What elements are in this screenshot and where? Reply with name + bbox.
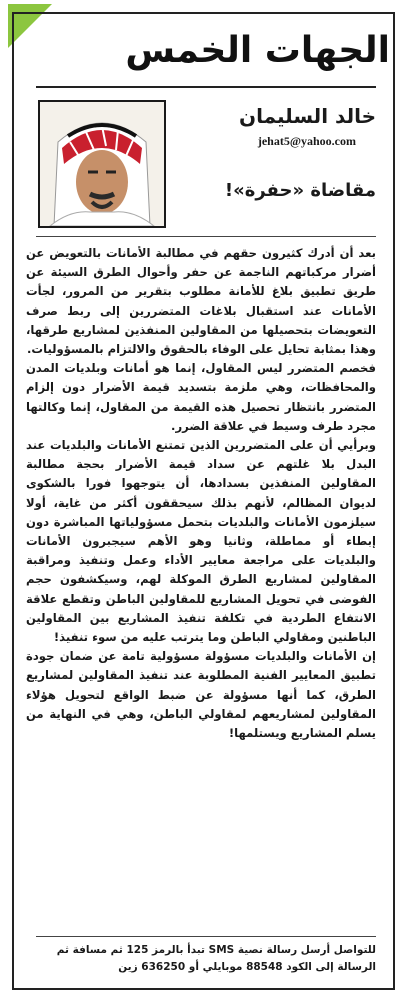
article-paragraph: إن الأمانات والبلديات مسؤولة مسؤولية تامة عن ضمان جودة تطبيق المعايير الفنية المطلوبة عند تنفيذ المقاولين لمشاريع الطرق، كما أنها مسؤولة عن ضبط الواقع لتحويل هؤلاء المقاولين لمشاريعهم لمقاولي الباطن، وهي في النهاية من يسلم المشاريع ويستلمها!: [26, 649, 376, 741]
article-body: [26, 244, 376, 743]
author-photo: [38, 100, 166, 228]
author-portrait-icon: [40, 102, 164, 226]
author-email[interactable]: jehat5@yahoo.com: [257, 134, 356, 148]
article-paragraph: بعد أن أدرك كثيرون حقهم في مطالبة الأمانات بالتعويض عن أضرار مركباتهم الناجمة عن حفر وأحوال الطرق السيئة عن طريق تطبيق بلاغ للأمانة مطلوب بتقرير من المرور، لجأت الأمانات عند استقبال بلاغات المتضررين إلى ربط صرف التعويضات بتحصيلها من المقاولين المنفذين لمشاريع طرقها، وهذا بمثابة تحايل على الوفاء بالحقوق والالتزام بالمسؤوليات.: [26, 246, 376, 357]
contact-note: للتواصل أرسل رسالة نصية SMS تبدأ بالرمز 125 ثم مسافة ثم الرسالة إلى الكود 88548 موبايلي أو 636250 زين: [56, 944, 376, 973]
author-name: خالد السليمان: [239, 104, 376, 128]
body-divider: [36, 236, 376, 237]
article-paragraph: وبرأيي أن على المتضررين الذين تمتنع الأمانات والبلديات عند البدل بلا غلتهم عن سداد قيمة الأضرار بحجة مطالبة المقاولين المنفذين بسدادها، أن يتوجهوا فورا بالشكوى لديوان المظالم، لأنهم بذلك سيحققون أكثر من غاية، أولا سيلزمون الأمانات والبلديات بتحمل مسؤولياتها المباشرة دون إبطاء أو مماطلة، وثانيا وهو الأهم سيجبرون الأمانات والبلديات على مراجعة معايير الأداء وعمل وتنفيذ ومراقبة المقاولين لمشاريع الطرق الموكلة لهم، وسيكشفون حجم الفوضى في تحويل المشاريع للمقاولين الباطن وتقطع علاقة الانتفاع الطردية في تكلفة تنفيذ المشاريع بين المقاولين الباطنين ومقاولي الباطن وما يترتب عليه من سوء تنفيذ!: [26, 438, 376, 645]
footer-divider: [36, 936, 376, 937]
column-title: الجهات الخمس: [125, 30, 390, 71]
article-title: مقاضاة «حفرة»!: [224, 180, 376, 201]
article-paragraph: فخصم المتضرر ليس المقاول، إنما هو أمانات وبلديات المدن والمحافظات، وهي ملزمة بتسديد قيمة الأضرار دون إلزام المتضرر بانتظار تحصيل هذه القيمة من المقاول، إنما وكالتها مجرد طرف وسيط في علاقة الضرر.: [26, 361, 376, 433]
title-divider: [36, 86, 376, 88]
